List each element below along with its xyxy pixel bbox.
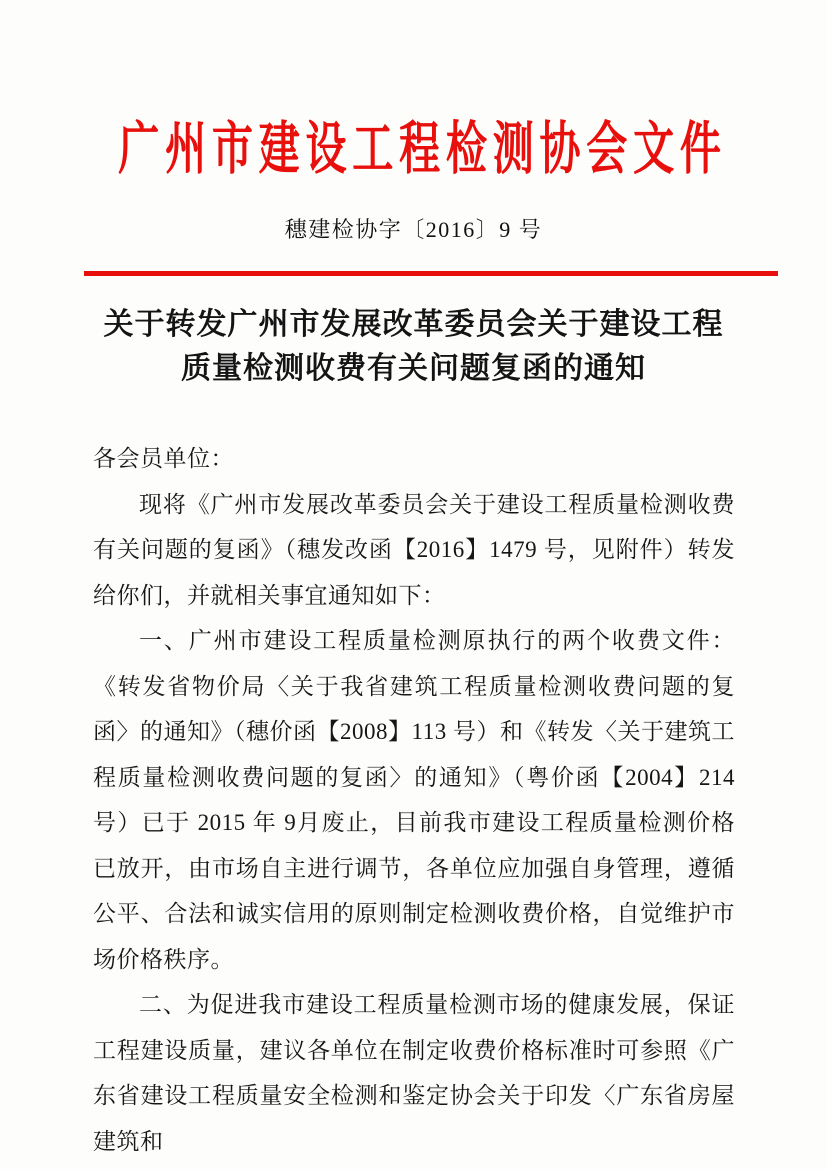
document-title-line-1: 关于转发广州市发展改革委员会关于建设工程 [103, 308, 724, 341]
body-paragraph-2: 一、广州市建设工程质量检测原执行的两个收费文件：《转发省物价局〈关于我省建筑工程质量检测收费问题的复函〉的通知》（穗价函【2008】113 号）和《转发〈关于建筑工程质量检测收费问题的复函〉的通知》（粤价函【2004】214 号）已于 2015 年 9月废止，目前我市建设工程质量检测价格已放开，由市场自主进行调节，各单位应加强自身管理，遵循公平、合法和诚实信用的原则制定检测收费价格，自觉维护市场价格秩序。 [93, 628, 735, 972]
body-paragraph-1: 现将《广州市发展改革委员会关于建设工程质量检测收费有关问题的复函》（穗发改函【2016】1479 号，见附件）转发给你们，并就相关事宜通知如下： [93, 491, 735, 608]
document-title-line-2: 质量检测收费有关问题复函的通知 [181, 352, 646, 385]
org-title: 广州市建设工程检测协会文件 [118, 118, 727, 181]
red-divider-line [84, 271, 778, 276]
body-paragraph-3: 二、为促进我市建设工程质量检测市场的健康发展，保证工程建设质量，建议各单位在制定收费价格标准时可参照《广东省建设工程质量安全检测和鉴定协会关于印发〈广东省房屋建筑和 [93, 992, 735, 1154]
document-header [0, 103, 827, 185]
document-title [80, 303, 747, 391]
salutation: 各会员单位： [93, 446, 234, 471]
document-number: 穗建检协字〔2016〕9 号 [284, 217, 543, 242]
document-body [93, 436, 735, 1164]
